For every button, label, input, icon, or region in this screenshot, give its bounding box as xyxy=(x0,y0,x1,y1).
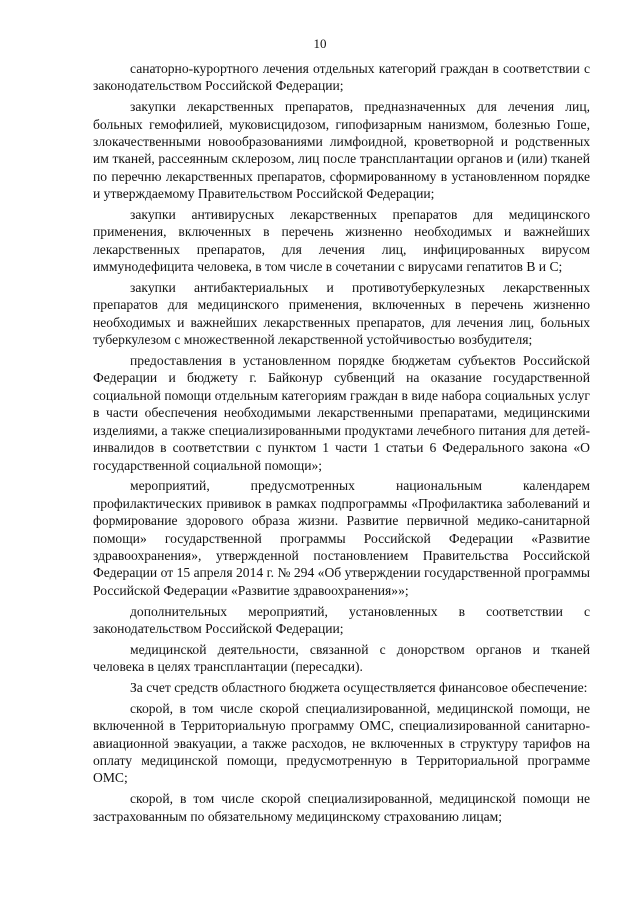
paragraph-antibacterial-drugs: закупки антибактериальных и противотуберкулезных лекарственных препаратов для медицинского применения, включенных в перечень жизненно необходимых и важнейших лекарственных препаратов, для лечения лиц, больных туберкулезом с множественной лекарственной устойчивостью возбудителя; xyxy=(93,280,590,348)
page-body xyxy=(93,60,590,828)
paragraph-regional-budget: За счет средств областного бюджета осуществляется финансовое обеспечение: xyxy=(130,679,588,695)
paragraph-subventions: предоставления в установленном порядке бюджетам субъектов Российской Федерации и бюджету г. Байконур субвенций на оказание государственной социальной помощи отдельным категориям граждан в виде набора социальных услуг в части обеспечения необходимыми лекарственными препаратами, медицинскими изделиями, а также специализированными продуктами лечебного питания для детей-инвалидов в соответствии с пунктом 1 части 1 статьи 6 Федерального закона «О государственной социальной помощи»; xyxy=(93,353,590,473)
paragraph-organ-donation: медицинской деятельности, связанной с донорством органов и тканей человека в целях трансплантации (пересадки). xyxy=(93,641,590,675)
paragraph-vaccination-calendar: мероприятий, предусмотренных национальным календарем профилактических прививок в рамках подпрограммы «Профилактика заболеваний и формирование здорового образа жизни. Развитие первичной медико-санитарной помощи» государственной программы Российской Федерации «Развитие здравоохранения», утвержденной постановлением Правительства Российской Федерации от 15 апреля 2014 г. № 294 «Об утверждении государственной программы Российской Федерации «Развитие здравоохранения»»; xyxy=(93,478,590,598)
paragraph-emergency-care-outside-program: скорой, в том числе скорой специализированной, медицинской помощи, не включенной в Территориальную программу ОМС, специализированной санитарно-авиационной эвакуации, а также расходов, не включенных в структуру тарифов на оплату медицинской помощи, предусмотренную в Территориальной программе ОМС; xyxy=(93,700,590,786)
paragraph-drug-purchases-rare-diseases: закупки лекарственных препаратов, предназначенных для лечения лиц, больных гемофилией, муковисцидозом, гипофизарным нанизмом, болезнью Гоше, злокачественными новообразованиями лимфоидной, кроветворной и родственных им тканей, рассеянным склерозом, лиц после трансплантации органов и (или) тканей по перечню лекарственных препаратов, сформированному в установленном порядке и утверждаемому Правительством Российской Федерации; xyxy=(93,99,590,202)
page-number: 10 xyxy=(313,36,327,51)
paragraph-additional-measures: дополнительных мероприятий, установленных в соответствии с законодательством Российской Федерации; xyxy=(93,603,590,636)
paragraph-antiviral-drugs: закупки антивирусных лекарственных препаратов для медицинского применения, включенных в перечень жизненно необходимых и важнейших лекарственных препаратов, для лечения лиц, инфицированных вирусом иммунодефицита человека, в том числе в сочетании с вирусами гепатитов B и C; xyxy=(93,207,590,275)
paragraph-emergency-care-uninsured: скорой, в том числе скорой специализированной, медицинской помощи не застрахованным по обязательному медицинскому страхованию лицам; xyxy=(93,791,590,824)
paragraph-sanatorium-treatment: санаторно-курортного лечения отдельных категорий граждан в соответствии с законодательством Российской Федерации; xyxy=(93,61,590,94)
